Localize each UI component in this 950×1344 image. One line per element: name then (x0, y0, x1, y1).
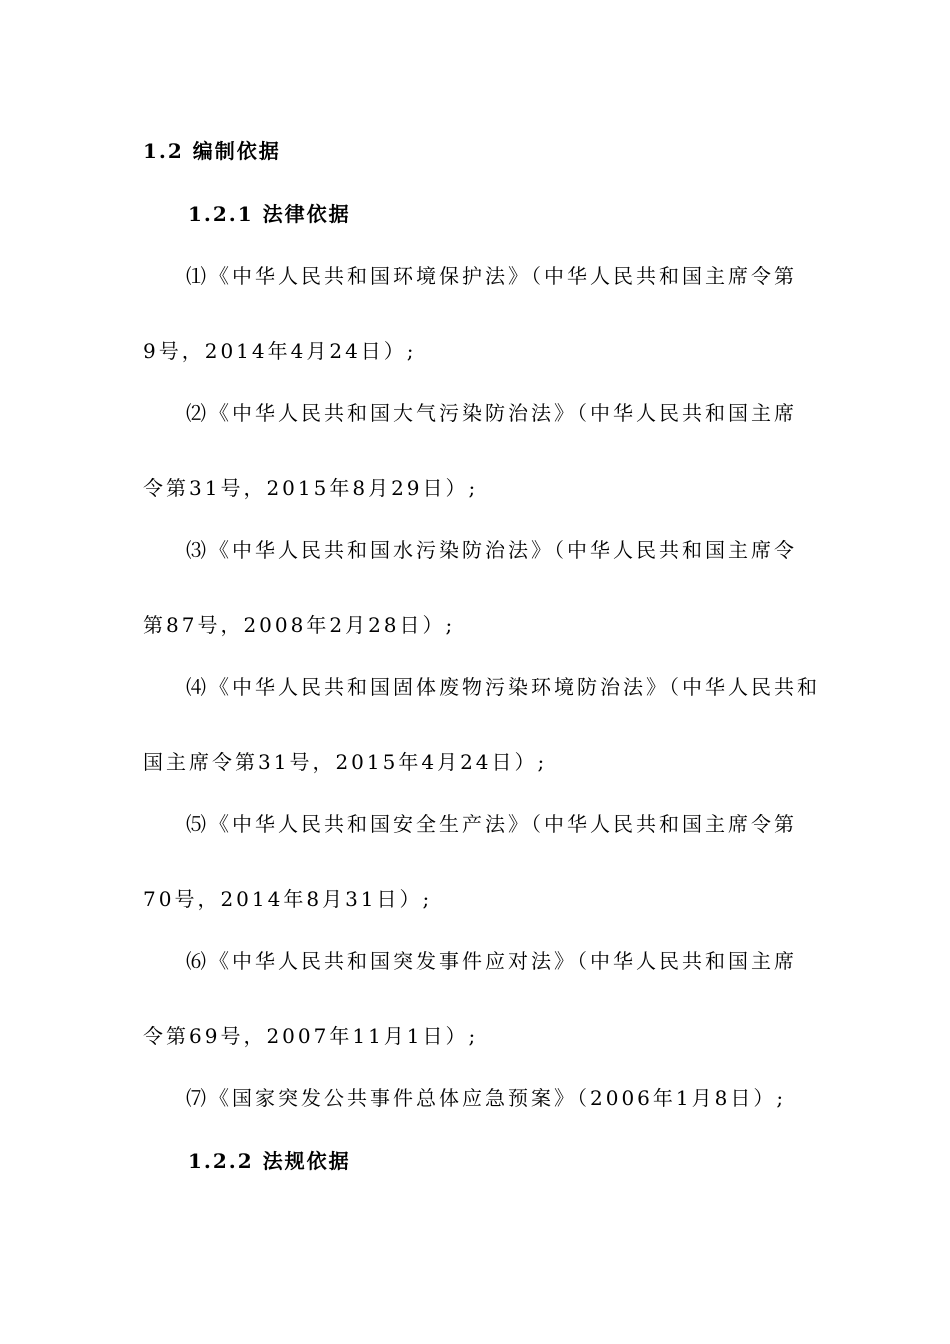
subsection-heading-regulations: 1.2.2 法规依据 (188, 1149, 351, 1173)
law-item-6-line-2: 令第69号，2007年11月1日）; (143, 1024, 479, 1048)
law-item-3-line-1: ⑶《中华人民共和国水污染防治法》（中华人民共和国主席令 (186, 538, 797, 562)
section-heading: 1.2 编制依据 (143, 139, 281, 163)
law-item-4-line-2: 国主席令第31号，2015年4月24日）; (143, 750, 548, 774)
law-item-1-line-2: 9号，2014年4月24日）; (143, 339, 417, 363)
subsection-heading-laws: 1.2.1 法律依据 (188, 202, 351, 226)
law-item-6-line-1: ⑹《中华人民共和国突发事件应对法》（中华人民共和国主席 (186, 949, 797, 973)
law-item-5-line-1: ⑸《中华人民共和国安全生产法》（中华人民共和国主席令第 (186, 812, 797, 836)
law-item-2-line-2: 令第31号，2015年8月29日）; (143, 476, 479, 500)
law-item-5-line-2: 70号，2014年8月31日）; (143, 887, 433, 911)
law-item-4-line-1: ⑷《中华人民共和国固体废物污染环境防治法》（中华人民共和 (186, 675, 820, 699)
law-item-2-line-1: ⑵《中华人民共和国大气污染防治法》（中华人民共和国主席 (186, 401, 797, 425)
law-item-3-line-2: 第87号，2008年2月28日）; (143, 613, 456, 637)
law-item-1-line-1: ⑴《中华人民共和国环境保护法》（中华人民共和国主席令第 (186, 264, 797, 288)
law-item-7-line-1: ⑺《国家突发公共事件总体应急预案》（2006年1月8日）; (186, 1086, 787, 1110)
